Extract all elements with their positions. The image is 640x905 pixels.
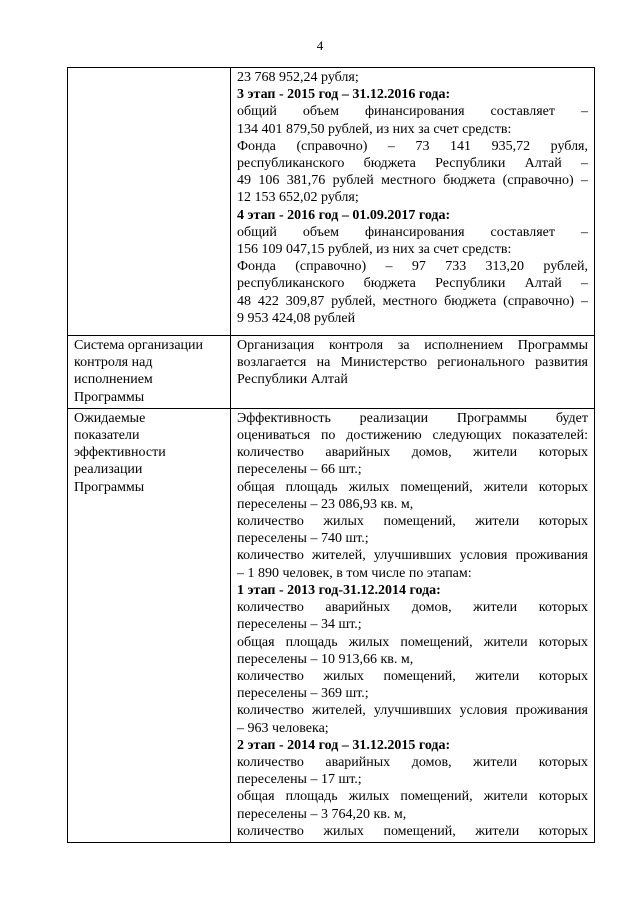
table-row [68, 336, 595, 409]
text-line: 156 109 047,15 рублей, из них за счет средств: [237, 242, 512, 258]
row-label-cell [68, 68, 231, 336]
row-label-line: исполнением [74, 372, 153, 388]
row-label-line: реализации [74, 462, 143, 478]
text-line: – 1 890 человек, в том числе по этапам: [237, 565, 472, 581]
text-line: общий объем финансирования составляет – [237, 104, 588, 120]
text-line: количество жилых помещений, жители которых [237, 514, 588, 530]
text-line: 134 401 879,50 рублей, из них за счет средств: [237, 121, 512, 137]
row-label-line: Ожидаемые [74, 410, 146, 426]
text-line: общая площадь жилых помещений, жители которых [237, 634, 588, 650]
table-body [68, 68, 595, 843]
text-line: 12 153 652,02 рубля; [237, 190, 359, 206]
text-line: 9 953 424,08 рублей [237, 310, 356, 326]
table-row [68, 408, 595, 842]
row-label-line: Программы [74, 389, 145, 405]
row-label-line: Программы [74, 479, 145, 495]
text-line: общий объем финансирования составляет – [237, 224, 588, 240]
text-line: Фонда (справочно) – 97 733 313,20 рублей, [237, 259, 588, 275]
text-line: 23 768 952,24 рубля; [237, 70, 359, 85]
text-line: республиканского бюджета Республики Алтай – [237, 156, 588, 172]
row-label-cell [68, 336, 231, 409]
text-line: 49 106 381,76 рублей местного бюджета (справочно) – [237, 173, 588, 189]
text-line: количество жилых помещений, жители которых [237, 823, 588, 839]
text-line: общая площадь жилых помещений, жители которых [237, 479, 588, 495]
text-line: переселены – 66 шт.; [237, 462, 362, 478]
row-label-line: Система организации [74, 338, 204, 354]
text-line: переселены – 740 шт.; [237, 531, 369, 547]
stage-heading: 3 этап - 2015 год – 31.12.2016 года: [237, 87, 451, 103]
text-line: оцениваться по достижению следующих показателей: [237, 428, 588, 444]
text-line: Эффективность реализации Программы будет [237, 410, 588, 426]
stage-heading: 2 этап - 2014 год – 31.12.2015 года: [237, 737, 451, 753]
text-line: переселены – 17 шт.; [237, 772, 362, 788]
text-line: переселены – 10 913,66 кв. м, [237, 651, 414, 667]
row-value-cell [231, 336, 595, 409]
stage-heading: 4 этап - 2016 год – 01.09.2017 года: [237, 207, 451, 223]
row-label-cell [68, 408, 231, 842]
text-line: 48 422 309,87 рублей, местного бюджета (справочно) – [237, 293, 588, 309]
text-line: Организация контроля за исполнением Программы [237, 338, 588, 354]
row-value-cell [231, 68, 595, 336]
text-line: Республики Алтай [237, 372, 348, 388]
text-line: переселены – 23 086,93 кв. м, [237, 496, 414, 512]
text-line: переселены – 369 шт.; [237, 686, 369, 702]
page-number: 4 [316, 38, 324, 53]
table-row [68, 68, 595, 336]
text-line: – 963 человека; [237, 720, 329, 736]
text-line: общая площадь жилых помещений, жители которых [237, 789, 588, 805]
text-line: количество жителей, улучшивших условия проживания [237, 703, 588, 719]
cell-spacer [237, 389, 588, 395]
stage-heading: 1 этап - 2013 год-31.12.2014 года: [237, 582, 441, 598]
text-line: республиканского бюджета Республики Алтай – [237, 276, 588, 292]
text-line: количество аварийных домов, жители которых [237, 600, 588, 616]
text-line: переселены – 34 шт.; [237, 617, 362, 633]
text-line: переселены – 3 764,20 кв. м, [237, 806, 407, 822]
row-label-line: контроля над [74, 355, 153, 371]
text-line: количество аварийных домов, жители которых [237, 754, 588, 770]
text-line: количество жилых помещений, жители которых [237, 668, 588, 684]
text-line: возлагается на Министерство регионального развития [237, 355, 588, 371]
text-line: количество аварийных домов, жители которых [237, 445, 588, 461]
row-label-line: показатели [74, 428, 140, 444]
row-value-cell [231, 408, 595, 842]
cell-spacer [237, 327, 588, 333]
row-label-line: эффективности [74, 445, 166, 461]
text-line: количество жителей, улучшивших условия проживания [237, 548, 588, 564]
passport-table [67, 67, 595, 843]
text-line: Фонда (справочно) – 73 141 935,72 рубля, [237, 138, 588, 154]
